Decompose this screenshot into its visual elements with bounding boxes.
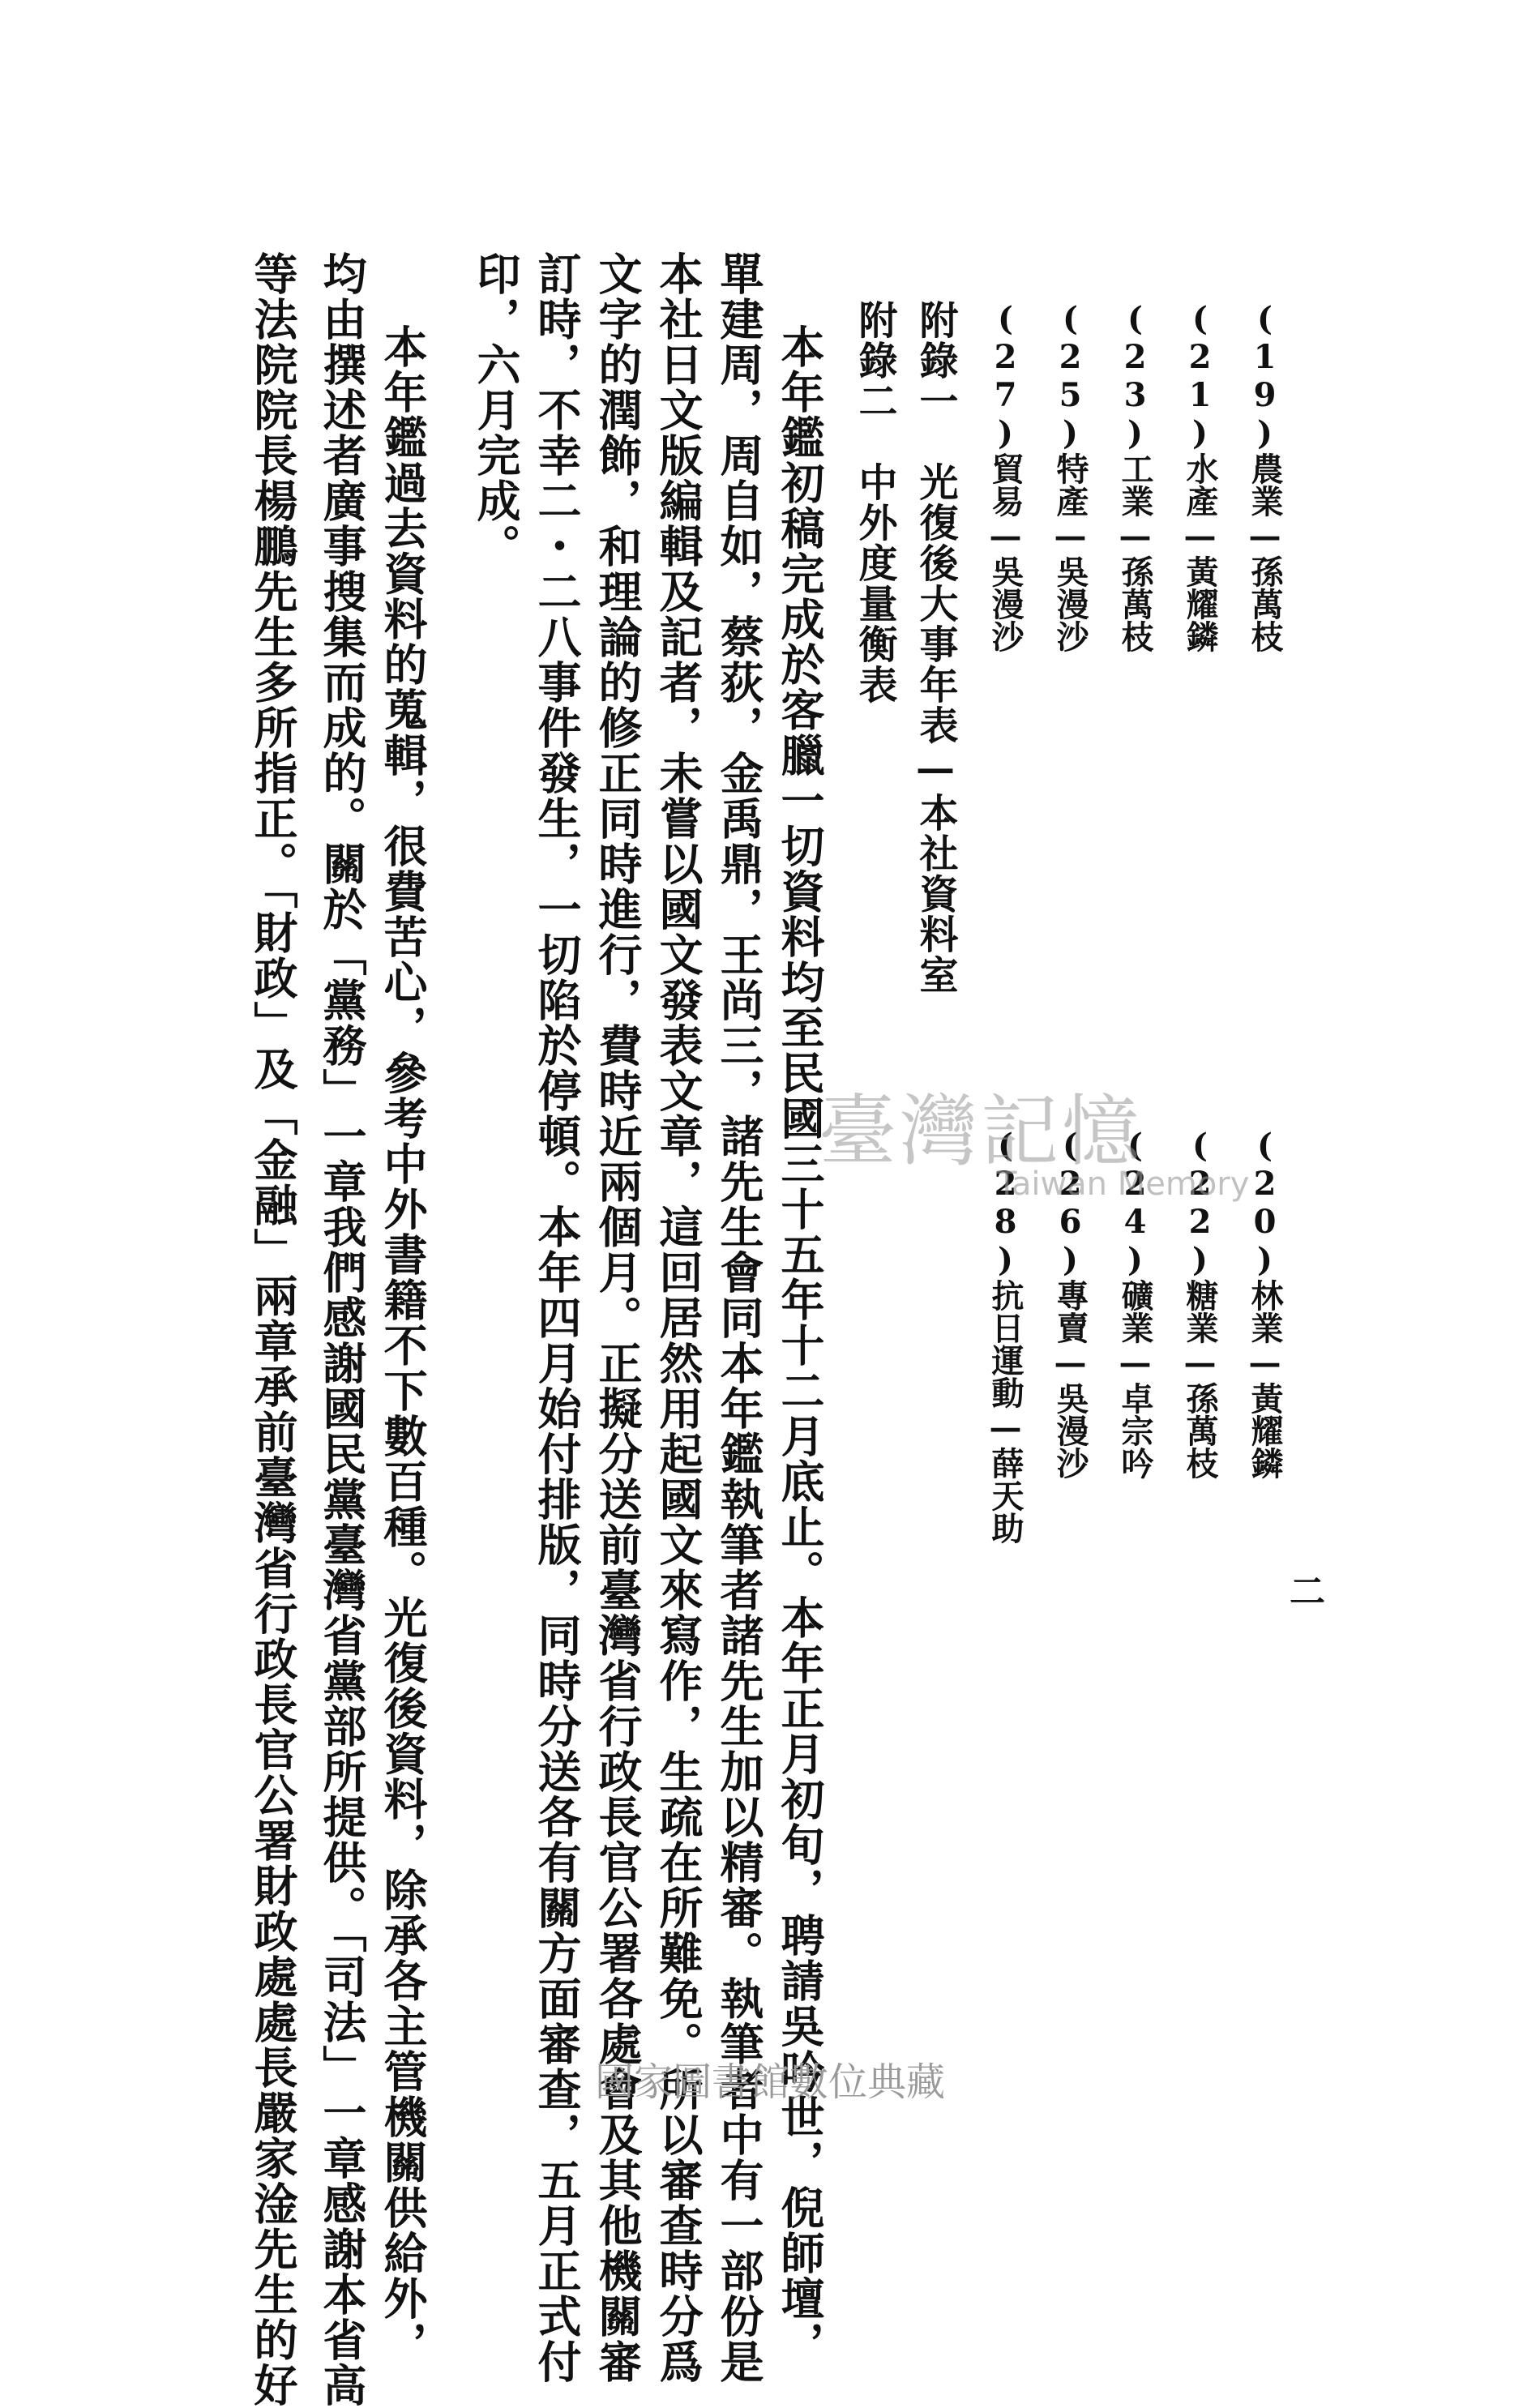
contents-item: (27)貿易—吳漫沙: [986, 300, 1025, 652]
body-line: 等法院院長楊鵬先生多所指正。「財政」及「金融」兩章承前臺灣省行政長官公署財政處處長嚴家淦先生的好: [247, 251, 299, 2408]
watermark-subtitle: Taiwan Memory: [997, 1166, 1250, 1203]
body-line: 單建周，周自如，蔡荻，金禹鼎，王尚三，諸先生會同本年鑑執筆者諸先生加以精審。執筆者中有一部份是: [713, 251, 765, 2384]
appendix-item: 附錄二 中外度量衡表: [852, 300, 897, 705]
body-line: 文字的潤飾，和理論的修正同時進行，費時近兩個月。正擬分送前臺灣省行政長官公署各處會及其他機關審: [592, 251, 644, 2384]
watermark-title: 臺灣記憶: [819, 1086, 1143, 1177]
contents-item: (28)抗日運動—薛天助: [986, 1127, 1025, 1544]
body-line: 本年鑑初稿完成於客臘一切資料均至民國三十五年十二月底止。本年正月初旬，聘請吳吟世，倪師壇，: [774, 324, 826, 2367]
contents-item: (23)工業—孫萬枝: [1116, 300, 1154, 652]
appendix-item: 附錄一 光復後大事年表—本社資料室: [913, 300, 958, 995]
page-number: 二: [1283, 1572, 1324, 1608]
contents-item: (26)專賣—吳漫沙: [1051, 1127, 1089, 1479]
body-line: 本年鑑過去資料的蒐輯，很費苦心，參考中外書籍不下數百種。光復後資料，除承各主管機關供給外，: [377, 324, 429, 2367]
body-line: 訂時，不幸二・二八事件發生，一切陷於停頓。本年四月始付排版，同時分送各有關方面審查，五月正式付: [531, 251, 583, 2384]
body-line: 本社日文版編輯及記者，未嘗以國文發表文章，這回居然用起國文來寫作，生疏在所難免。所以審查時分爲: [652, 251, 704, 2384]
watermark: [819, 1070, 1273, 1232]
contents-item: (24)礦業—卓宗吟: [1116, 1127, 1154, 1479]
contents-item: (21)水產—黃耀鏻: [1181, 300, 1219, 652]
contents-item: (20)林業—黃耀鏻: [1246, 1127, 1284, 1479]
body-line: 均由撰述者廣事搜集而成的。關於「黨務」一章我們感謝國民黨臺灣省黨部所提供。「司法」一章感謝本省高: [316, 251, 368, 2408]
body-line: 印，六月完成。: [470, 251, 522, 569]
contents-item: (22)糖業—孫萬枝: [1181, 1127, 1219, 1479]
footer-credit: 國家圖書館數位典藏: [594, 2059, 945, 2105]
contents-item: (19)農業—孫萬枝: [1246, 300, 1284, 652]
contents-item: (25)特產—吳漫沙: [1051, 300, 1089, 652]
